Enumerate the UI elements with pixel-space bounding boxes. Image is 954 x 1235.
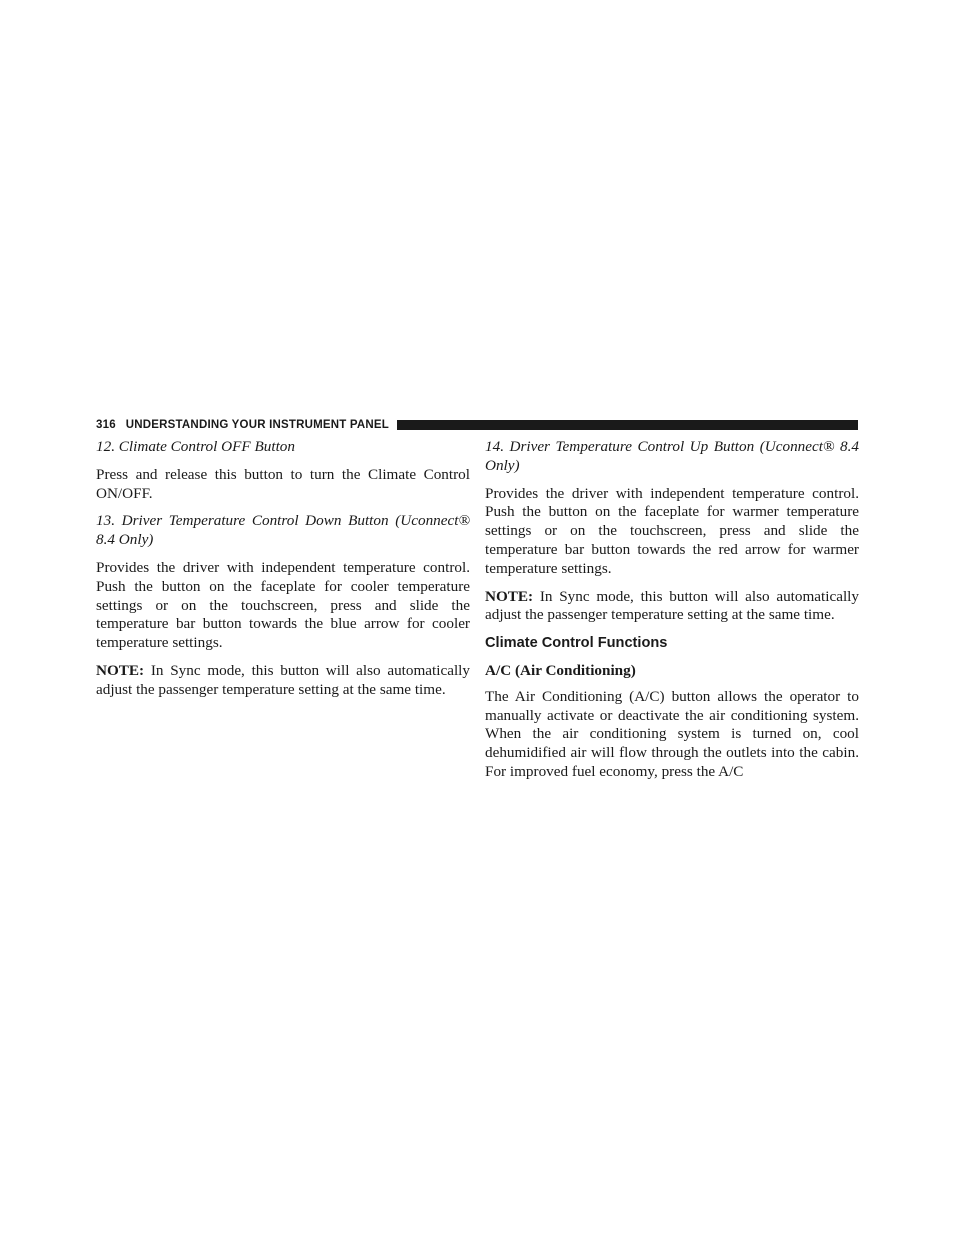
right-note [485,588,859,626]
left-column [96,438,470,709]
header-rule-bar [397,420,858,430]
item-14-text: Provides the driver with independent temperature control. Push the button on the faceplate for warmer temperature settings or on the touchscreen, press and slide the temperature bar button towards the red arrow for warmer temperature settings. [485,484,859,577]
note-text: In Sync mode, this button will also automatically adjust the passenger temperature setting at the same time. [485,587,859,624]
section-heading: Climate Control Functions [485,635,668,652]
item-14-title: 14. Driver Temperature Control Up Button (Uconnect® 8.4 Only) [485,438,859,474]
item-13-text: Provides the driver with independent temperature control. Push the button on the faceplate for cooler temperature settings or on the touchscreen, press and slide the temperature bar button towards the blue arrow for cooler temperature settings. [96,558,470,652]
item-12-title: 12. Climate Control OFF Button [96,438,295,455]
note-text: In Sync mode, this button will also automatically adjust the passenger temperature setting at the same time. [96,661,470,698]
left-note [96,662,470,700]
item-13-title: 13. Driver Temperature Control Down Button (Uconnect® 8.4 Only) [96,512,470,549]
running-section-title: UNDERSTANDING YOUR INSTRUMENT PANEL [125,419,389,431]
note-label: NOTE: [485,587,534,605]
item-12-text: Press and release this button to turn the Climate Control ON/OFF. [96,465,470,502]
subheading-ac: A/C (Air Conditioning) [485,661,636,679]
page-header [96,417,858,433]
right-column [485,438,859,791]
page-number: 316 [96,419,116,431]
note-label: NOTE: [96,661,145,679]
ac-text: The Air Conditioning (A/C) button allows the operator to manually activate or deactivate the air conditioning system. When the air conditioning system is turned on, cool dehumidified air will flow through the outlets into the cabin. For improved fuel economy, press the A/C [485,687,859,780]
